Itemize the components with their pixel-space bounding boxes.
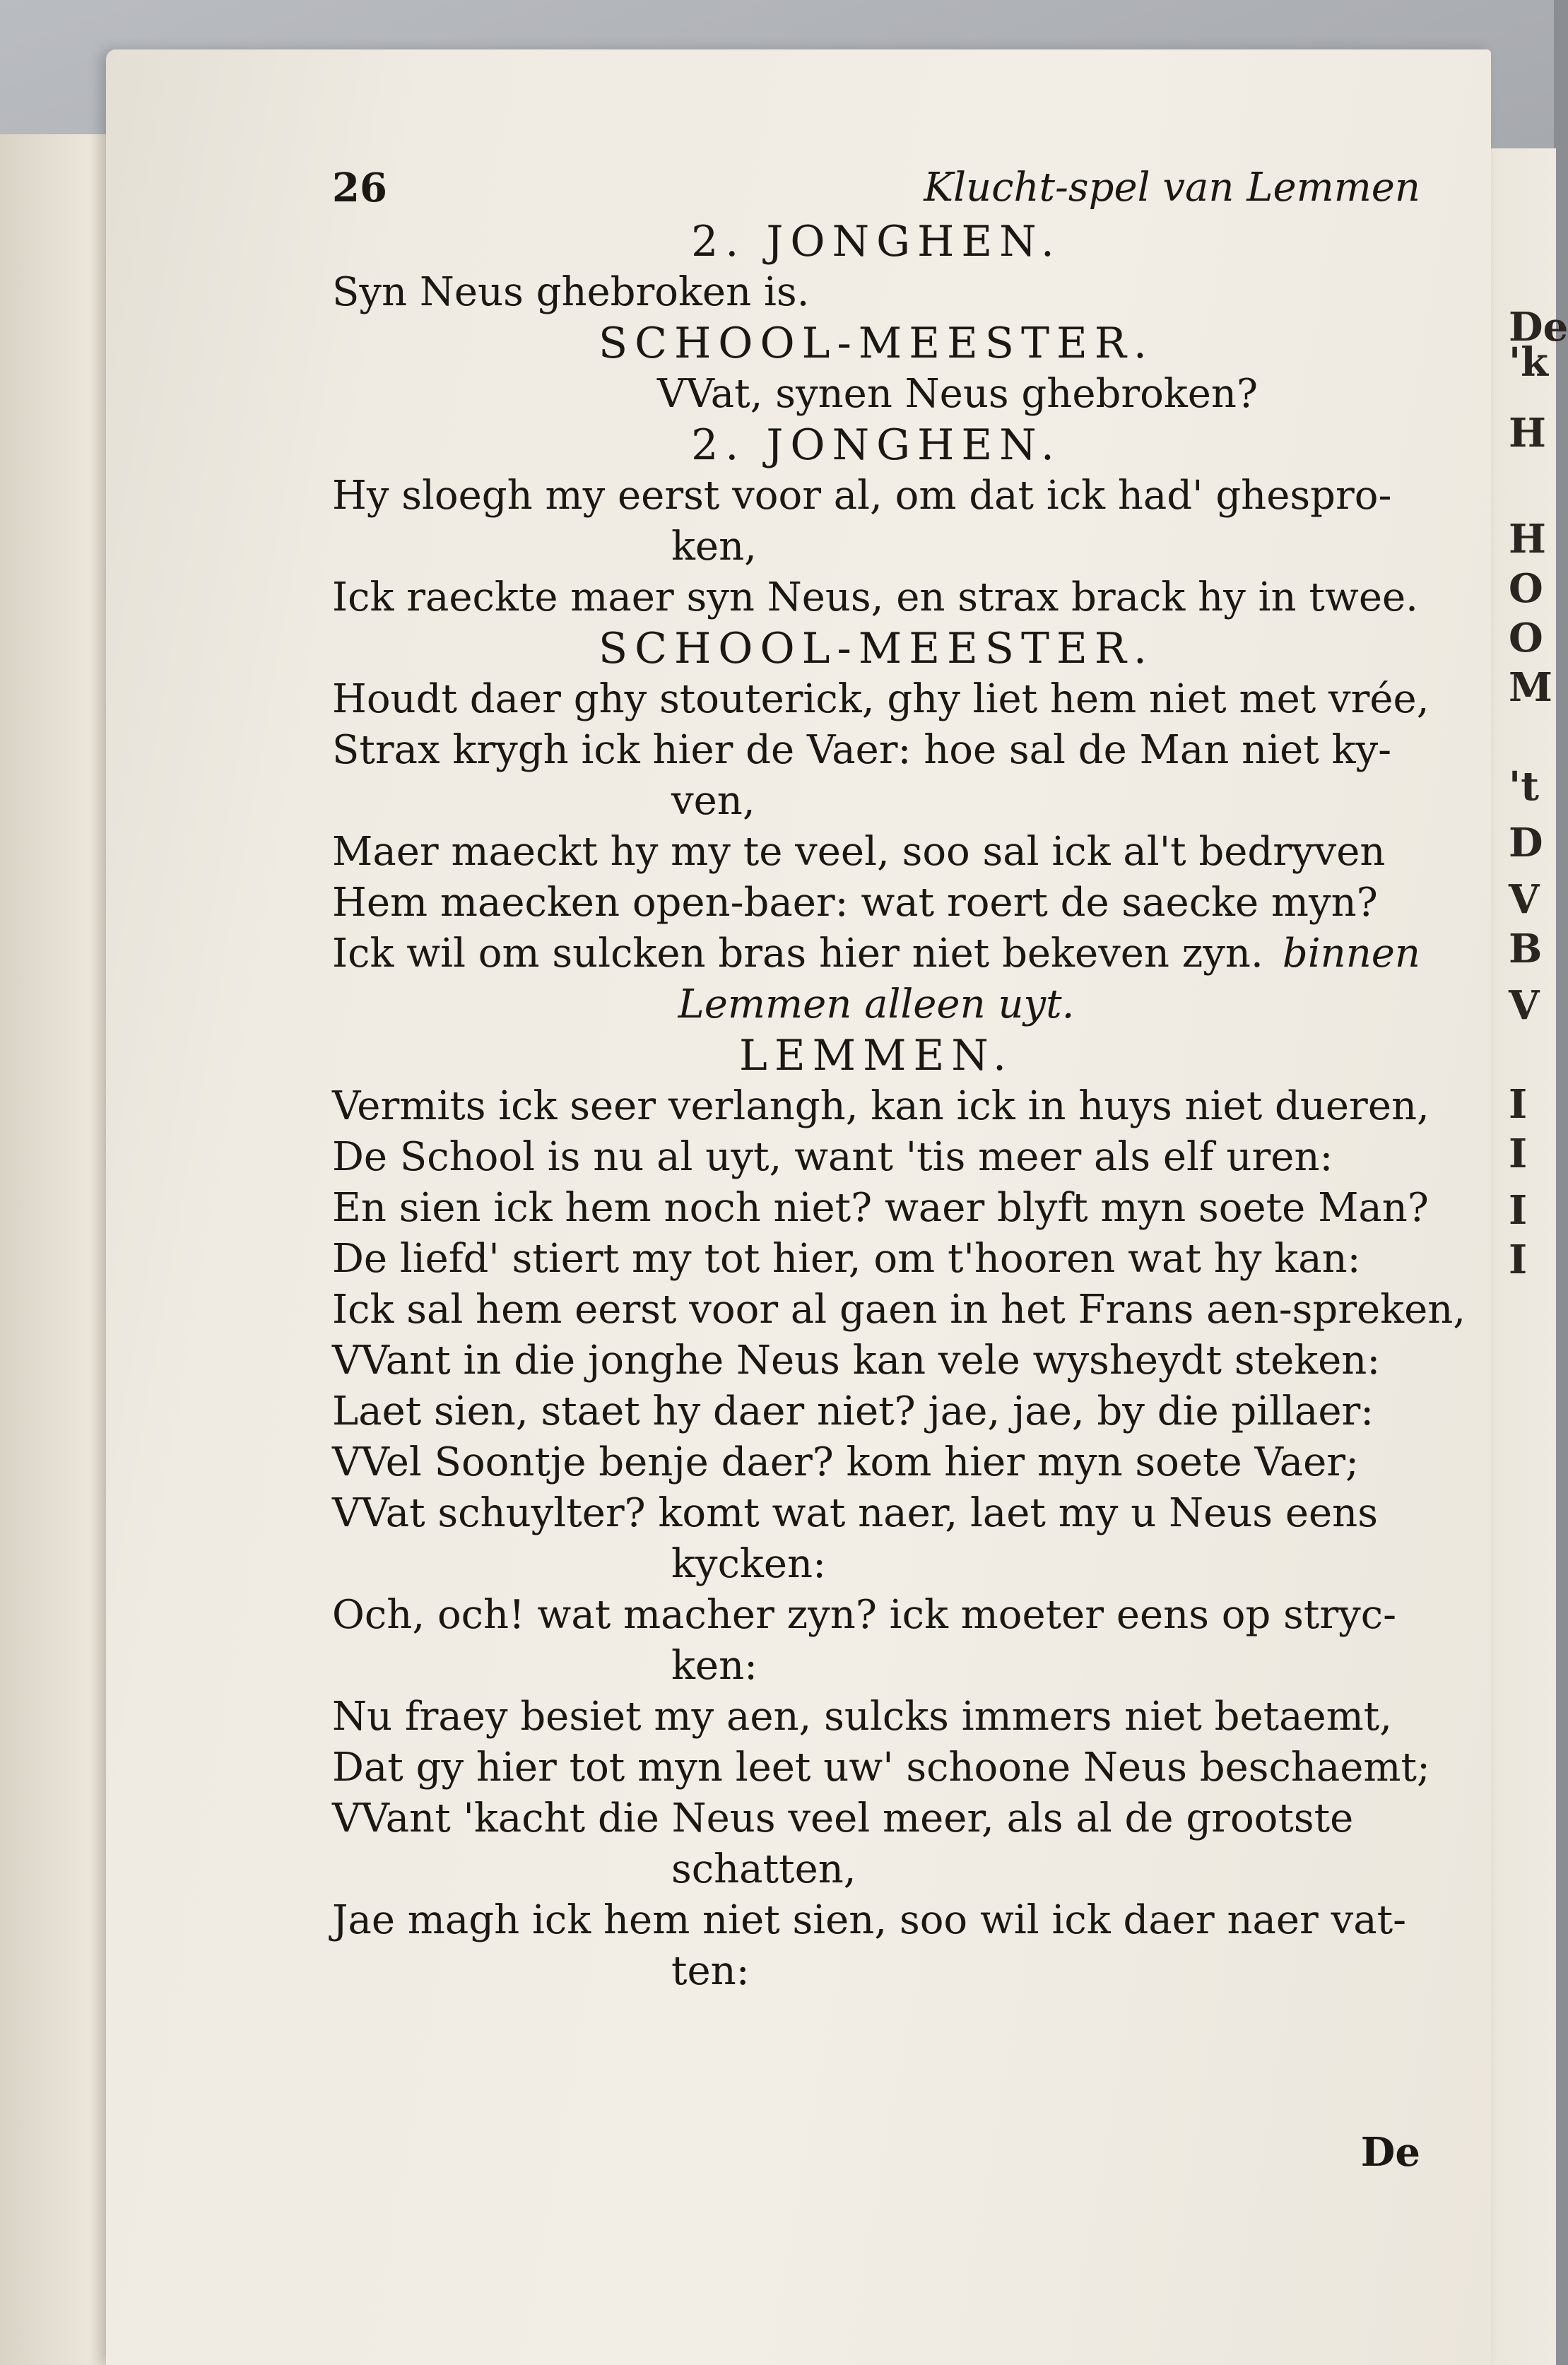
facing-page-fragment: H [1509,516,1546,562]
facing-page-fragment: B [1509,926,1543,972]
verse-line [332,928,1420,979]
line-text: Ick raeckte maer syn Neus, en strax brack hy in twee. [332,574,1418,620]
facing-page-fragment: O [1509,565,1543,612]
line-text: ten: [671,1948,750,1994]
line-text: Jae magh ick hem niet sien, soo wil ick daer naer vat- [332,1897,1407,1943]
line-text: Syn Neus ghebroken is. [332,269,810,315]
line-text: Lemmen alleen uyt. [678,981,1075,1027]
facing-page-fragment: 'k [1509,339,1548,386]
speaker-heading [332,1030,1420,1081]
stage-direction [332,979,1420,1030]
verse-line [332,1742,1430,1793]
text-lines [332,216,1466,1997]
line-text: SCHOOL-MEESTER. [598,624,1155,673]
verse-line [332,369,1420,420]
verse-line [332,827,1420,878]
line-text: 2. JONGHEN. [691,420,1061,470]
verse-line [332,1590,1420,1641]
line-text: VVat schuylter? komt wat naer, laet my u Neus eens [332,1490,1378,1536]
line-text: VVant in die jonghe Neus kan vele wysheydt steken: [332,1338,1381,1384]
facing-page-fragment: O [1509,615,1543,661]
line-text: Houdt daer ghy stouterick, ghy liet hem niet met vrée, [332,676,1430,722]
verse-line [332,471,1420,521]
verse-line [332,1895,1420,1946]
verse-line [332,267,1420,318]
facing-page-fragment: V [1509,982,1540,1029]
line-text: Vermits ick seer verlangh, kan ick in huys niet dueren, [332,1083,1430,1129]
verse-line [332,725,1420,776]
line-text: Nu fraey besiet my aen, sulcks immers niet betaemt, [332,1694,1393,1740]
verse-line [332,1692,1420,1742]
line-text: schatten, [671,1846,856,1892]
facing-page-fragment: V [1509,876,1540,923]
speaker-heading [332,318,1420,369]
facing-page-fragment: M [1509,664,1552,711]
facing-page-fragment: I [1509,1237,1528,1283]
line-text: Ick wil om sulcken bras hier niet bekeven zyn. [332,931,1263,977]
verse-line [332,1844,1420,1895]
verse-line [332,1132,1420,1183]
stage-direction-inline: binnen [1282,931,1420,977]
speaker-heading [332,420,1420,471]
line-text: En sien ick hem noch niet? waer blyft myn soete Man? [332,1185,1429,1231]
facing-page-fragment: H [1509,410,1546,456]
verse-line [332,1081,1430,1132]
verse-line [332,1234,1420,1285]
verse-line [332,1793,1420,1844]
line-text: Laet sien, staet hy daer niet? jae, jae, by die pillaer: [332,1388,1374,1434]
line-text: ken, [671,524,757,570]
facing-page-fragment: 't [1509,763,1540,810]
facing-page-fragment: I [1509,1131,1528,1177]
line-text: LEMMEN. [738,1031,1014,1080]
verse-line [332,1183,1429,1234]
facing-page-fragment: I [1509,1187,1528,1234]
line-text: Hy sloegh my eerst voor al, om dat ick had' ghespro- [332,473,1392,519]
catchword: De [1360,2129,1420,2176]
facing-page-fragment: I [1509,1081,1528,1128]
line-text: De liefd' stiert my tot hier, om t'hooren wat hy kan: [332,1236,1361,1282]
verse-line [332,674,1430,725]
line-text: Dat gy hier tot myn leet uw' schoone Neus beschaemt; [332,1745,1430,1791]
facing-page-fragment: De [1509,304,1568,350]
verse-line [332,1386,1420,1437]
line-text: Strax krygh ick hier de Vaer: hoe sal de Man niet ky- [332,727,1392,773]
line-text: VVat, synen Neus ghebroken? [657,371,1258,417]
verse-line [332,1539,1420,1590]
verse-line [332,776,1420,827]
verse-line [332,1946,1420,1997]
line-text: Och, och! wat macher zyn? ick moeter eens op stryc- [332,1592,1397,1638]
line-text: Maer maeckt hy my te veel, soo sal ick al't bedryven [332,829,1386,875]
line-text: VVel Soontje benje daer? kom hier myn soete Vaer; [332,1439,1359,1485]
verse-line [332,878,1420,928]
line-text: Ick sal hem eerst voor al gaen in het Frans aen-spreken, [332,1287,1466,1333]
verse-line [332,1285,1466,1335]
verse-line [332,572,1420,623]
line-text: De School is nu al uyt, want 'tis meer als elf uren: [332,1134,1333,1180]
verse-line [332,1335,1420,1386]
verse-line [332,1641,1420,1692]
speaker-heading [332,216,1420,267]
running-header [332,163,1420,213]
verse-line [332,1488,1420,1539]
page-text [332,163,1466,2176]
line-text: ven, [671,778,755,824]
speaker-heading [332,623,1420,674]
line-text: VVant 'kacht die Neus veel meer, als al de grootste [332,1795,1354,1841]
page-number: 26 [332,165,387,211]
line-text: 2. JONGHEN. [691,217,1061,266]
facing-page-fragment: D [1509,820,1543,866]
line-text: ken: [671,1643,758,1689]
verse-line [332,521,1420,572]
verse-line [332,1437,1420,1488]
line-text: Hem maecken open-baer: wat roert de saecke myn? [332,880,1378,926]
running-title: Klucht-spel van Lemmen [924,165,1420,211]
line-text: kycken: [671,1541,826,1587]
line-text: SCHOOL-MEESTER. [598,319,1155,368]
